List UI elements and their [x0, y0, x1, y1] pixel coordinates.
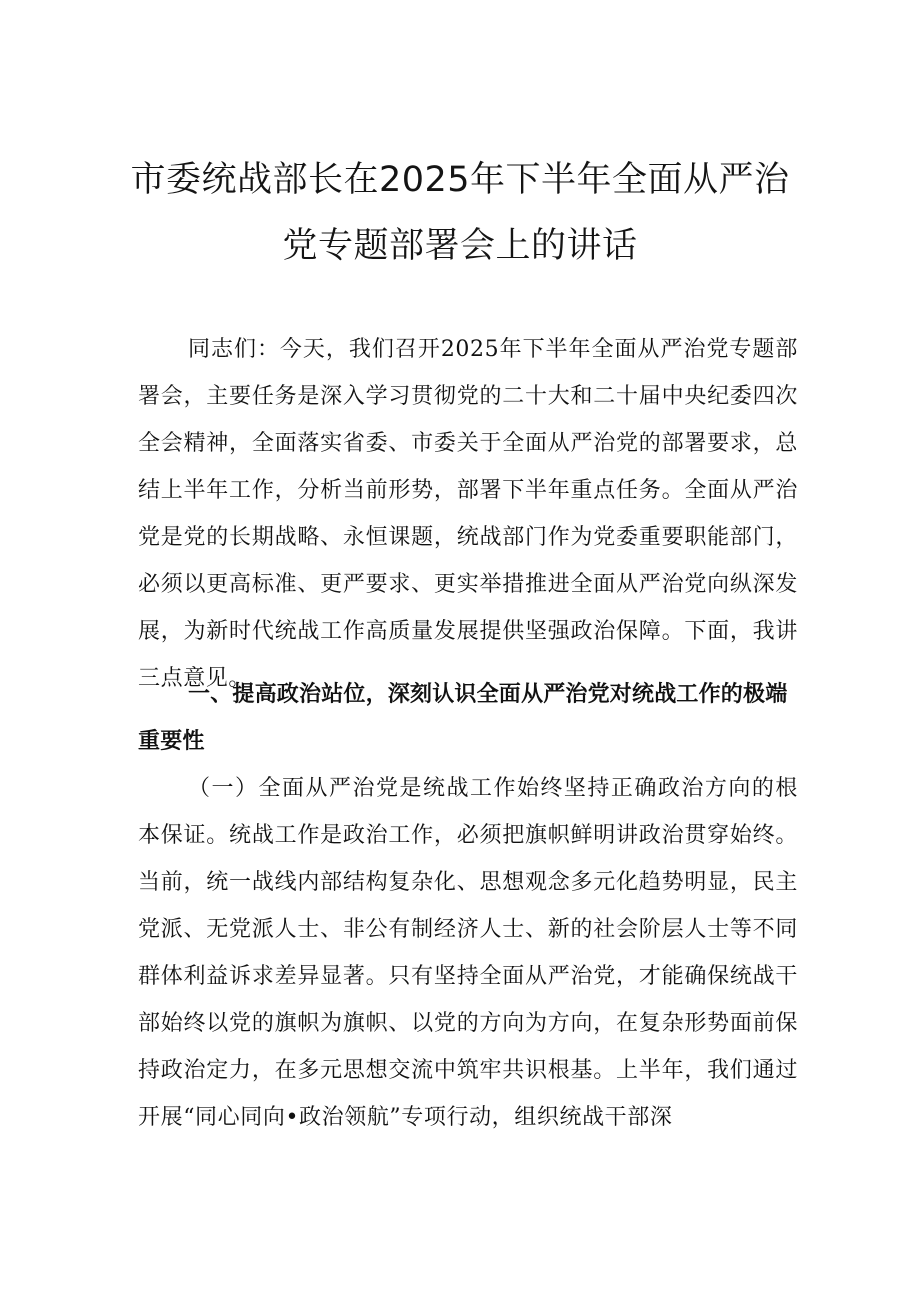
document-title-line-2: 党专题部署会上的讲话	[282, 226, 638, 266]
document-title-line-1: 市委统战部长在2025年下半年全面从严治	[130, 160, 790, 200]
section-heading-1: 一、提高政治站位，深刻认识全面从严治党对统战工作的极端重要性	[138, 682, 788, 754]
intro-paragraph: 同志们：今天，我们召开2025年下半年全面从严治党专题部署会，主要任务是深入学习贯彻党的二十大和二十届中央纪委四次全会精神，全面落实省委、市委关于全面从严治党的部署要求，总结上半年工作，分析当前形势，部署下半年重点任务。全面从严治党是党的长期战略、永恒课题，统战部门作为党委重要职能部门，必须以更高标准、更严要求、更实举措推进全面从严治党向纵深发展，为新时代统战工作高质量发展提供坚强政治保障。下面，我讲三点意见。	[138, 337, 798, 691]
section-1-paragraph-1: （一）全面从严治党是统战工作始终坚持正确政治方向的根本保证。统战工作是政治工作，必须把旗帜鲜明讲政治贯穿始终。当前，统一战线内部结构复杂化、思想观念多元化趋势明显，民主党派、无党派人士、非公有制经济人士、新的社会阶层人士等不同群体利益诉求差异显著。只有坚持全面从严治党，才能确保统战干部始终以党的旗帜为旗帜、以党的方向为方向，在复杂形势面前保持政治定力，在多元思想交流中筑牢共识根基。上半年，我们通过开展“同心同向•政治领航”专项行动，组织统战干部深	[138, 776, 798, 1130]
